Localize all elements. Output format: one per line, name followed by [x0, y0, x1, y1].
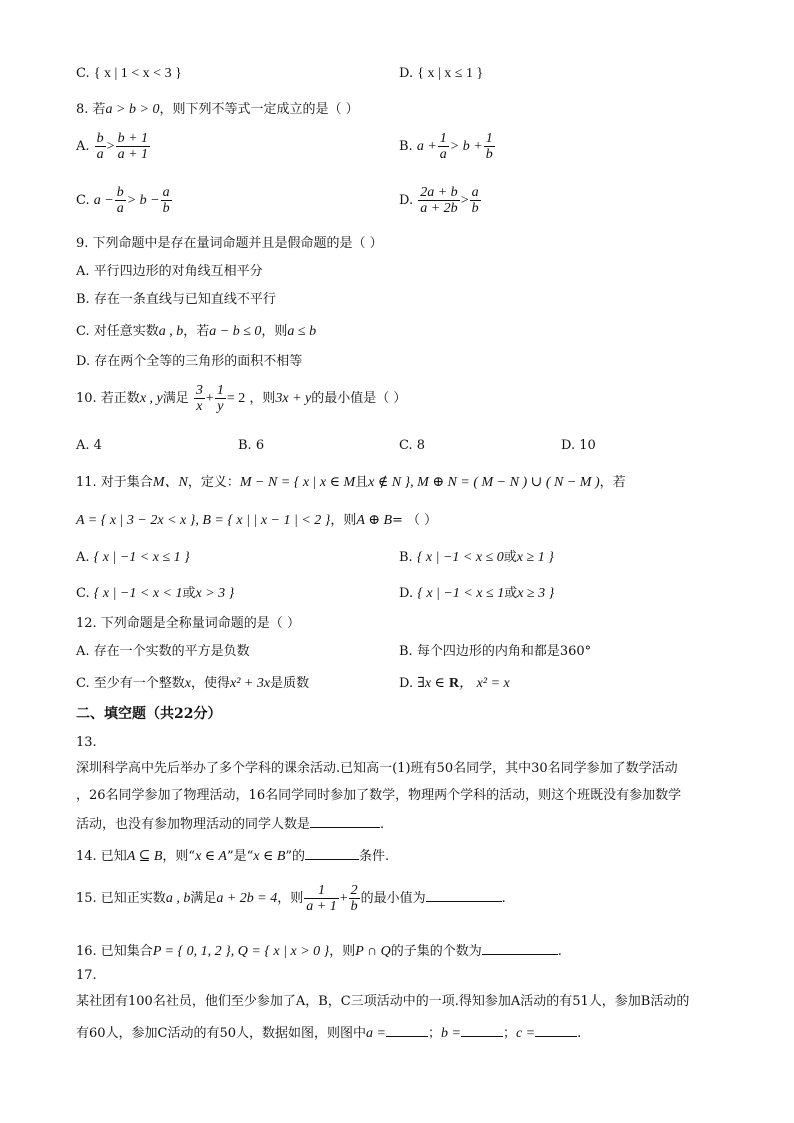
frac-den: a + 1	[117, 147, 149, 162]
option-label: A.	[76, 550, 90, 565]
q10-eq: = 2	[226, 391, 246, 406]
frac-den: b	[485, 147, 493, 162]
q12-c-post: 是质数	[270, 676, 310, 691]
q8-d-frac1	[418, 185, 459, 216]
q10-expr: 3x + y	[275, 391, 312, 406]
q7-option-c-math: { x | 1 < x < 3 }	[93, 66, 182, 81]
frac-den: a + 2b	[420, 201, 458, 216]
q8-d-frac2	[470, 185, 481, 216]
q11-b-math2: x ≥ 1 }	[516, 550, 554, 565]
q11-and: 且	[355, 475, 369, 490]
option-label: D.	[399, 66, 414, 81]
q17-sep: ；	[502, 1026, 516, 1041]
q11-d-or: 或	[504, 586, 518, 601]
frac-den: a	[439, 147, 447, 162]
frac-den: x	[196, 399, 203, 414]
q13-line2: ，26名同学参加了物理活动，16名同学同时参加了数学，物理两个学科的活动，则这个班既没有参加数学	[76, 788, 682, 803]
q17-number: 17.	[76, 968, 97, 983]
q10-frac2	[215, 383, 226, 414]
q16-post: 的子集的个数为	[390, 944, 482, 959]
q10-plus: +	[205, 391, 214, 406]
q11-option-c	[76, 584, 234, 604]
q11-b-or: 或	[503, 550, 517, 565]
q11-option-d	[399, 584, 554, 604]
q12-d-math1: ∃x ∈	[417, 676, 445, 691]
frac-den: a	[116, 201, 124, 216]
frac-num: 2a + b	[420, 185, 458, 200]
q14	[76, 845, 389, 867]
q10-option-c: C. 8	[399, 438, 426, 453]
q11-option-a	[76, 548, 190, 568]
q12-d-pre: D.	[399, 676, 414, 691]
q12-d-reals: R	[449, 676, 460, 691]
q15	[76, 880, 506, 918]
q11-formula2: x ∉ N }, M ⊕ N = ( M − N ) ∪ ( N − M )	[368, 475, 600, 490]
q8-a-frac1	[95, 131, 106, 162]
q16-end: .	[557, 944, 562, 959]
q10-stem	[76, 380, 406, 418]
frac-num: 1	[304, 883, 338, 899]
q11-expr: A ⊕ B	[356, 513, 393, 528]
q8-option-b	[399, 130, 496, 164]
frac-num: 1	[439, 131, 447, 146]
q8-b-frac2	[484, 131, 495, 162]
q9-option-b: B. 存在一条直线与已知直线不平行	[76, 292, 276, 307]
frac-den: a	[96, 147, 104, 162]
frac-den: b	[471, 201, 479, 216]
q10-stem-mid: 满足	[162, 391, 189, 406]
q12-c-var: x	[184, 676, 191, 691]
q8-b-frac1	[438, 131, 449, 162]
q15-end: .	[501, 891, 506, 906]
frac-num: 1	[485, 131, 493, 146]
q9-c-then: ，则	[261, 324, 288, 339]
q8-c-pre: a −	[93, 193, 114, 208]
q17-line2	[76, 1022, 581, 1044]
q10-option-d: D. 10	[561, 438, 596, 453]
q8-b-mid: > b +	[449, 139, 483, 154]
q8-c-frac2	[161, 185, 172, 216]
q8-c-mid: > b −	[126, 193, 160, 208]
q12-option-b: B. 每个四边形的内角和都是360°	[399, 644, 592, 659]
q15-answer-blank[interactable]	[426, 887, 502, 902]
q9-c-pre: C. 对任意实数	[76, 324, 159, 339]
frac-num: b	[96, 131, 104, 146]
frac-num: 1	[216, 383, 224, 398]
q14-pre: 14. 已知	[76, 849, 127, 864]
q13-line1: 深圳科学高中先后举办了多个学科的课余活动.已知高一(1)班有50名同学，其中30名同学参加了数学活动	[76, 761, 678, 776]
q13-line3	[76, 813, 384, 835]
q14-p: x ∈ A	[195, 849, 227, 864]
q14-q: x ∈ B	[253, 849, 286, 864]
section-heading-fill-in: 二、填空题（共22分）	[76, 706, 222, 722]
q10-frac1	[194, 383, 205, 414]
q7-option-d-math: { x | x ≤ 1 }	[417, 66, 484, 81]
q14-mid2: ”是“	[226, 849, 254, 864]
q11-formula1: M − N = { x | x ∈ M	[239, 475, 356, 490]
q17-b-blank[interactable]	[461, 1022, 503, 1037]
q9-c-result: a ≤ b	[287, 324, 317, 339]
option-label: B.	[399, 550, 413, 565]
q12-option-a: A. 存在一个实数的平方是负数	[76, 644, 250, 659]
q11-a-math: { x | −1 < x ≤ 1 }	[93, 550, 190, 565]
q15-vars: a , b	[165, 891, 191, 906]
q9-option-c	[76, 322, 316, 342]
q8-stem	[76, 100, 359, 120]
q10-stem-post: 的最小值是（ ）	[311, 391, 407, 406]
q11-stem-line1	[76, 473, 626, 493]
q13-answer-blank[interactable]	[310, 813, 380, 828]
q9-option-d: D. 存在两个全等的三角形的面积不相等	[76, 354, 303, 369]
frac-den: a + 1	[306, 899, 337, 914]
q11-c-math1: { x | −1 < x < 1	[93, 586, 183, 601]
q14-answer-blank[interactable]	[305, 845, 359, 860]
q17-c-blank[interactable]	[535, 1022, 577, 1037]
q15-cond: a + 2b = 4	[216, 891, 278, 906]
q13-end: .	[380, 817, 385, 832]
option-label: A.	[76, 139, 90, 154]
q14-mid1: ，则“	[162, 849, 196, 864]
q10-stem-then: ，则	[249, 391, 276, 406]
q8-condition: a > b > 0	[105, 102, 160, 117]
q12-c-pre: C. 至少有一个整数	[76, 676, 185, 691]
q8-option-a	[76, 130, 151, 164]
q16-sets: P = { 0, 1, 2 }, Q = { x | x > 0 }	[152, 944, 330, 959]
q10-option-b: B. 6	[238, 438, 265, 453]
q8-option-c	[76, 184, 173, 218]
q16-then: ，则	[329, 944, 356, 959]
frac-den: y	[217, 399, 224, 414]
q16-expr: P ∩ Q	[355, 944, 391, 959]
q11-then: ，则	[330, 513, 357, 528]
option-label: D.	[399, 193, 414, 208]
frac-num: a	[162, 185, 170, 200]
q11-c-math2: x > 3 }	[195, 586, 235, 601]
q16-pre: 16. 已知集合	[76, 944, 153, 959]
q17-a-label: a =	[366, 1026, 386, 1041]
q17-a-blank[interactable]	[386, 1022, 428, 1037]
q17-b-label: b =	[441, 1026, 461, 1041]
q8-stem-pre: 8. 若	[76, 102, 106, 117]
q12-option-c	[76, 674, 309, 694]
q11-pre: 11. 对于集合	[76, 475, 153, 490]
option-label: B.	[399, 139, 413, 154]
q13-number: 13.	[76, 735, 97, 750]
q14-post: 条件.	[359, 849, 390, 864]
q17-end: .	[577, 1026, 582, 1041]
q8-a-rel: >	[106, 139, 115, 154]
q16-answer-blank[interactable]	[482, 940, 558, 955]
frac-num: b	[116, 185, 124, 200]
q14-cond: A ⊆ B	[126, 849, 163, 864]
q15-plus: +	[339, 891, 348, 906]
q9-c-mid: ，若	[183, 324, 210, 339]
q17-line1: 某社团有100名社员，他们至少参加了A，B，C三项活动中的一项.得知参加A活动的有51人，参加B活动的	[76, 994, 690, 1009]
option-label: D.	[399, 586, 414, 601]
q15-frac1	[304, 883, 338, 914]
q8-c-frac1	[115, 185, 126, 216]
frac-den: b	[162, 201, 170, 216]
q8-stem-post: ，则下列不等式一定成立的是（ ）	[159, 102, 359, 117]
q11-sets: A = { x | 3 − 2x < x }, B = { x | | x − 1 | < 2 }	[76, 513, 331, 528]
q11-d-math1: { x | −1 < x ≤ 1	[417, 586, 505, 601]
q10-option-a: A. 4	[76, 438, 102, 453]
q13-line3-text: 活动，也没有参加物理活动的同学人数是	[76, 817, 311, 832]
q11-stem-line2	[76, 511, 437, 531]
q8-d-rel: >	[460, 193, 469, 208]
q7-option-d	[399, 64, 483, 84]
q12-option-d	[399, 674, 510, 694]
q15-frac2	[349, 883, 360, 914]
frac-num: a	[471, 185, 479, 200]
q11-c-or: 或	[182, 586, 196, 601]
option-label: C.	[76, 586, 90, 601]
q9-stem: 9. 下列命题中是存在量词命题并且是假命题的是（ ）	[76, 236, 383, 251]
q15-pre: 15. 已知正实数	[76, 891, 166, 906]
q12-c-expr: x² + 3x	[229, 676, 271, 691]
q15-then: ，则	[277, 891, 304, 906]
option-label: C.	[76, 193, 90, 208]
q16	[76, 940, 562, 962]
q11-sets-mn: M、N	[152, 475, 188, 490]
q17-sep: ；	[427, 1026, 441, 1041]
q9-c-cond: a − b ≤ 0	[209, 324, 262, 339]
frac-den: b	[350, 899, 358, 914]
q10-vars: x , y	[139, 391, 163, 406]
frac-num: b + 1	[117, 131, 149, 146]
q14-mid3: ”的	[285, 849, 306, 864]
q12-c-mid: ，使得	[190, 676, 230, 691]
q17-line2-pre: 有60人，参加C活动的有50人，数据如图，则图中	[76, 1026, 367, 1041]
q8-b-pre: a +	[416, 139, 437, 154]
q8-a-frac2	[116, 131, 150, 162]
q15-post: 的最小值为	[360, 891, 426, 906]
q12-stem: 12. 下列命题是全称量词命题的是（ ）	[76, 616, 300, 631]
q17-c-label: c =	[515, 1026, 536, 1041]
q12-d-math2: ， x² = x	[459, 676, 510, 691]
frac-num: 2	[350, 883, 358, 898]
q9-c-vars: a , b	[158, 324, 184, 339]
q11-blank: = （ ）	[392, 513, 438, 528]
q7-option-c	[76, 64, 182, 84]
q11-post: ，若	[599, 475, 626, 490]
q10-stem-pre: 10. 若正数	[76, 391, 140, 406]
q9-option-a: A. 平行四边形的对角线互相平分	[76, 264, 263, 279]
q11-def: ，定义：	[187, 475, 240, 490]
option-label: C.	[76, 66, 90, 81]
q8-option-d	[399, 184, 482, 218]
q11-b-math1: { x | −1 < x ≤ 0	[416, 550, 504, 565]
frac-num: 3	[195, 383, 203, 398]
q11-option-b	[399, 548, 554, 568]
q15-mid: 满足	[190, 891, 217, 906]
q11-d-math2: x ≥ 3 }	[517, 586, 555, 601]
